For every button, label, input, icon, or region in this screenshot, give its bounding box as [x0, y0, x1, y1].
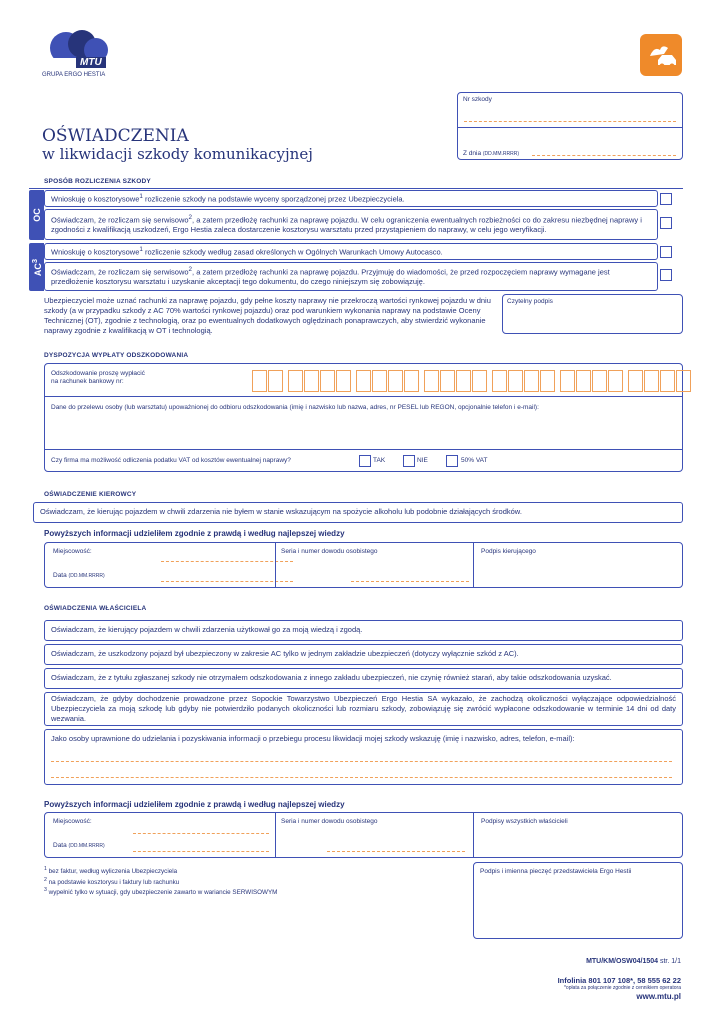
fee-note: *opłata za połączenie zgodnie z cennikiem operatora: [563, 985, 681, 991]
claim-number-field[interactable]: [464, 121, 676, 122]
account-digit-cell[interactable]: [304, 370, 319, 392]
owner-statement-1: Oświadczam, że kierujący pojazdem w chwili zdarzenia użytkował go za moją wiedzą i zgodą.: [44, 620, 683, 641]
driver-heading: OŚWIADCZENIE KIEROWCY: [44, 491, 137, 498]
ac-option-2-checkbox[interactable]: [660, 269, 672, 281]
vat-question: Czy firma ma możliwość odliczenia podatku VAT od kosztów ewentualnej naprawy?: [51, 457, 291, 464]
driver-id-field[interactable]: [351, 581, 469, 582]
account-digit-cell[interactable]: [508, 370, 523, 392]
logo-group: GRUPA ERGO HESTIA: [42, 72, 106, 78]
driver-place-label: Miejscowość:: [53, 548, 92, 555]
owner-truth: Powyższych informacji udzieliłem zgodnie z prawdą i według najlepszej wiedzy: [44, 800, 345, 809]
account-digit-cell[interactable]: [440, 370, 455, 392]
account-digit-cell[interactable]: [560, 370, 575, 392]
driver-statement: Oświadczam, że kierując pojazdem w chwili zdarzenia nie byłem w stanie wskazującym na spożycie alkoholu lub podobnie działających środków.: [33, 502, 683, 523]
account-digit-cell[interactable]: [676, 370, 691, 392]
owner-date-field[interactable]: [133, 851, 269, 852]
ac-tab: $AC^3$: [29, 243, 44, 291]
account-digit-cell[interactable]: [320, 370, 335, 392]
owner-heading: OŚWIADCZENIA WŁAŚCICIELA: [44, 605, 147, 612]
claim-number-label: Nr szkody: [463, 96, 492, 103]
oc-option-2-checkbox[interactable]: [660, 217, 672, 229]
claim-info-box: [457, 92, 683, 160]
settlement-signature-label: Czytelny podpis: [507, 298, 553, 305]
account-digit-cell[interactable]: [608, 370, 623, 392]
owner-place-label: Miejscowość:: [53, 818, 92, 825]
claim-date-field[interactable]: [532, 155, 676, 156]
account-digit-cell[interactable]: [472, 370, 487, 392]
vat-half-label: 50% VAT: [461, 457, 488, 464]
oc-option-2: Oświadczam, że rozliczam się serwisowo$^2$, a zatem przedłożę rachunki za naprawę pojazdu. W celu ograniczenia ewentualnych rozbieżności co do zakresu niezbędnej naprawy i zgodności z kwalifikacją uszkodzeń, Ergo Hestia zaleca dostarczenie kosztorysu warsztatu przed przystąpieniem do naprawy, w celu jego weryfikacji.: [44, 209, 658, 240]
owner-statement-3: Oświadczam, że z tytułu zgłaszanej szkody nie otrzymałem odszkodowania z innego zakładu ubezpieczeń, nie czynię również starań, aby takie odszkodowania uzyskać.: [44, 668, 683, 689]
owner-sign-label: Podpisy wszystkich właścicieli: [481, 818, 568, 825]
account-digit-cell[interactable]: [492, 370, 507, 392]
page-title: OŚWIADCZENIA: [42, 126, 189, 146]
account-digit-cell[interactable]: [404, 370, 419, 392]
owner-id-label: Seria i numer dowodu osobistego: [281, 818, 378, 825]
account-label: Odszkodowanie proszę wypłacić na rachunek bankowy nr:: [51, 370, 145, 386]
account-digit-cell[interactable]: [336, 370, 351, 392]
infolinia: Infolinia 801 107 108*, 58 555 62 22: [557, 976, 681, 985]
driver-date-label: Data (DD.MM.RRRR): [53, 572, 105, 579]
driver-date-field[interactable]: [161, 581, 293, 582]
account-digit-cell[interactable]: [424, 370, 439, 392]
account-digit-cell[interactable]: [660, 370, 675, 392]
authorized-persons-line-2[interactable]: [51, 777, 672, 778]
claim-date-label: Z dnia (DD.MM.RRRR): [463, 150, 519, 157]
ac-option-1-checkbox[interactable]: [660, 246, 672, 258]
owner-statement-5-text: Jako osoby uprawnione do udzielania i pozyskiwania informacji o przebiegu procesu likwidacji mojej szkody wskazuję (imię i nazwisko, adres, telefon, e-mail):: [51, 734, 575, 743]
driver-sign-label: Podpis kierującego: [481, 548, 536, 555]
owner-place-field[interactable]: [133, 833, 269, 834]
oc-option-1: Wnioskuję o kosztorysowe$^1$ rozliczenie szkody na podstawie wyceny sporządzonej przez Ubezpieczyciela.: [44, 190, 658, 207]
page-subtitle: w likwidacji szkody komunikacyjnej: [42, 145, 313, 163]
authorized-persons-line-1[interactable]: [51, 761, 672, 762]
website-link[interactable]: www.mtu.pl: [636, 992, 681, 1001]
form-code: MTU/KM/OSW04/1504 str. 1/1: [586, 958, 681, 965]
oc-option-1-checkbox[interactable]: [660, 193, 672, 205]
owner-statement-4: Oświadczam, że gdyby dochodzenie prowadzone przez Sopockie Towarzystwo Ubezpieczeń Ergo Hestia SA wykazało, że zachodzą okoliczności wyłączające odpowiedzialność Ubezpieczyciela za moją szkodę lub gdyby nie potwierdziło podanych okoliczności lub rozmiaru szkody, zobowiązuję się zwrócić wypłacone odszkodowanie w terminie 14 dni od daty wezwania.: [44, 692, 683, 726]
owner-id-field[interactable]: [327, 851, 465, 852]
driver-sign-box: [44, 542, 683, 588]
owner-statement-2: Oświadczam, że uszkodzony pojazd był ubezpieczony w zakresie AC tylko w jednym zakładzie ubezpieczeń (dotyczy wyłącznie szkód z AC).: [44, 644, 683, 665]
vat-no-checkbox[interactable]: [403, 455, 415, 467]
ac-option-1: Wnioskuję o kosztorysowe$^1$ rozliczenie szkody według zasad określonych w Ogólnych Warunkach Umowy Autocasco.: [44, 243, 658, 260]
vat-yes-label: TAK: [373, 457, 386, 464]
company-logo: [42, 30, 114, 80]
account-digit-cell[interactable]: [456, 370, 471, 392]
recipient-label: Dane do przelewu osoby (lub warsztatu) upoważnionej do odbioru odszkodowania (imię i nazwisko lub nazwa, adres, nr PESEL lub REGON, opcjonalnie telefon i e-mail):: [51, 404, 539, 411]
oc-tab: OC: [29, 190, 44, 240]
owner-sign-box: [44, 812, 683, 858]
representative-stamp-box[interactable]: [473, 862, 683, 939]
account-digit-cell[interactable]: [372, 370, 387, 392]
settlement-heading: SPOSÓB ROZLICZENIA SZKODY: [44, 178, 151, 185]
account-digit-cell[interactable]: [356, 370, 371, 392]
account-digit-cell[interactable]: [252, 370, 267, 392]
logo-mtu: MTU: [76, 57, 106, 68]
settlement-note: Ubezpieczyciel może uznać rachunki za naprawę pojazdu, gdy pełne koszty naprawy nie przekroczą wartości rynkowej pojazdu w dniu szkody (a w przypadku szkody z AC 70% wartości rynkowej pojazdu) oraz pod warunkiem wykonania naprawy na podstawie Oceny Technicznej (OT), zgodnie z technologią, oraz po ewentualnych dodatkowych oględzinach ponaprawczych, aby stwierdzić wykonanie naprawy zgodnie z kwalifikacją w OT i technologią.: [44, 296, 491, 336]
account-digit-cell[interactable]: [576, 370, 591, 392]
car-accident-icon: [640, 34, 682, 76]
payout-heading: DYSPOZYCJA WYPŁATY ODSZKODOWANIA: [44, 352, 189, 359]
vat-no-label: NIE: [417, 457, 428, 464]
settlement-signature-box[interactable]: [502, 294, 683, 334]
account-digit-cell[interactable]: [644, 370, 659, 392]
vat-yes-checkbox[interactable]: [359, 455, 371, 467]
driver-id-label: Seria i numer dowodu osobistego: [281, 548, 378, 555]
account-digit-cell[interactable]: [388, 370, 403, 392]
driver-truth: Powyższych informacji udzieliłem zgodnie z prawdą i według najlepszej wiedzy: [44, 529, 345, 538]
owner-date-label: Data (DD.MM.RRRR): [53, 842, 105, 849]
ac-option-2: Oświadczam, że rozliczam się serwisowo$^2$, a zatem przedłożę rachunki za naprawę pojazdu. Przyjmuję do wiadomości, że przed rozpoczęciem naprawy wymagane jest przedłożenie kosztorysu warsztatu i uzyskanie akceptacji tego dokumentu, do czego niniejszym się zobowiązuję.: [44, 262, 658, 291]
footnotes: $^1$ bez faktur, według wyliczenia Ubezpieczyciela $^2$ na podstawie kosztorysu i faktury lub rachunku $^3$ wypełnić tylko w sytuacji, gdy ubezpieczenie zawarto w wariancie SERWISOWYM: [44, 866, 278, 897]
account-digit-cell[interactable]: [592, 370, 607, 392]
representative-stamp-label: Podpis i imienna pieczęć przedstawiciela Ergo Hestii: [480, 868, 632, 875]
owner-statement-5: [44, 729, 683, 785]
account-digit-cell[interactable]: [524, 370, 539, 392]
vat-half-checkbox[interactable]: [446, 455, 458, 467]
account-digit-cell[interactable]: [540, 370, 555, 392]
account-digit-cell[interactable]: [268, 370, 283, 392]
driver-place-field[interactable]: [161, 561, 293, 562]
account-digit-cell[interactable]: [288, 370, 303, 392]
account-digit-cell[interactable]: [628, 370, 643, 392]
